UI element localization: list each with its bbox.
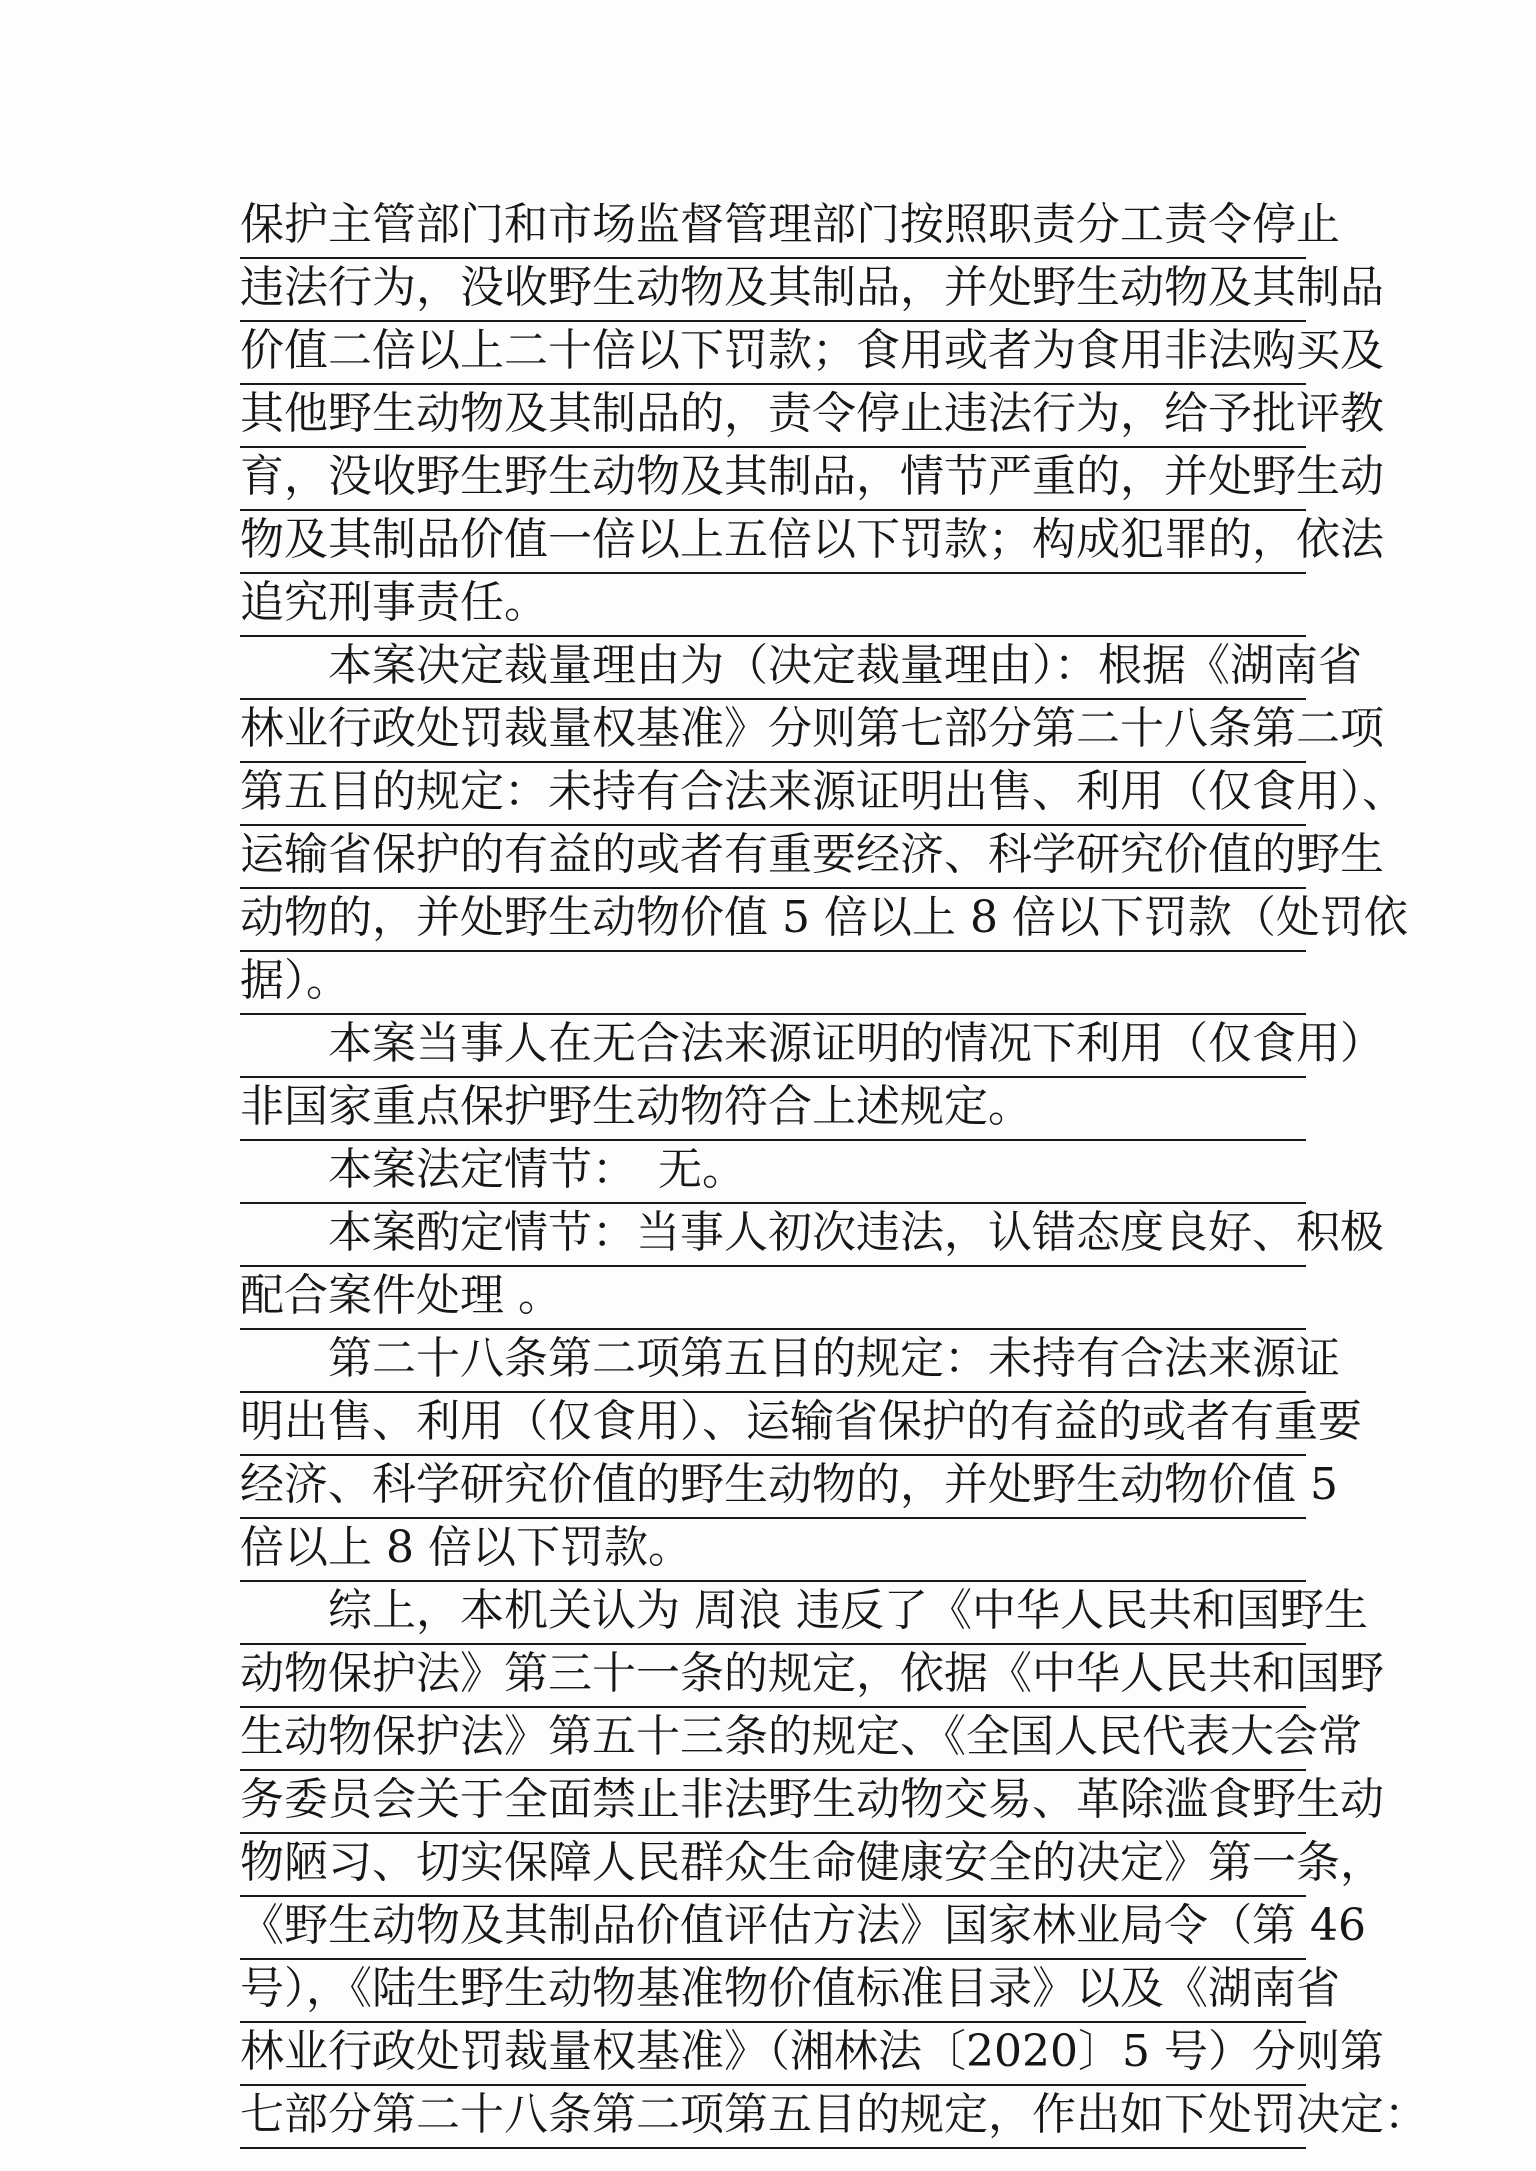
text-line: 价值二倍以上二十倍以下罚款；食用或者为食用非法购买及: [240, 322, 1306, 385]
text-line: 本案当事人在无合法来源证明的情况下利用（仅食用）: [240, 1015, 1306, 1078]
text-line: 运输省保护的有益的或者有重要经济、科学研究价值的野生: [240, 826, 1306, 889]
text-line: 物陋习、切实保障人民群众生命健康安全的决定》第一条，: [240, 1834, 1306, 1897]
text-line: 配合案件处理 。: [240, 1267, 1306, 1330]
text-line: 追究刑事责任。: [240, 574, 1306, 637]
text-line: 第五目的规定：未持有合法来源证明出售、利用（仅食用）、: [240, 763, 1306, 826]
text-line: 生动物保护法》第五十三条的规定、《全国人民代表大会常: [240, 1708, 1306, 1771]
text-line: 本案酌定情节：当事人初次违法，认错态度良好、积极: [240, 1204, 1306, 1267]
text-line: 号），《陆生野生动物基准物价值标准目录》以及《湖南省: [240, 1960, 1306, 2023]
text-line: 动物保护法》第三十一条的规定，依据《中华人民共和国野: [240, 1645, 1306, 1708]
text-line: 七部分第二十八条第二项第五目的规定，作出如下处罚决定：: [240, 2086, 1306, 2149]
text-line: 动物的，并处野生动物价值 5 倍以上 8 倍以下罚款（处罚依: [240, 889, 1306, 952]
text-line: 据）。: [240, 952, 1306, 1015]
text-line: 物及其制品价值一倍以上五倍以下罚款；构成犯罪的，依法: [240, 511, 1306, 574]
text-line: 林业行政处罚裁量权基准》（湘林法〔2020〕5 号）分则第: [240, 2023, 1306, 2086]
text-line: 第二十八条第二项第五目的规定：未持有合法来源证: [240, 1330, 1306, 1393]
text-line: 其他野生动物及其制品的，责令停止违法行为，给予批评教: [240, 385, 1306, 448]
text-line: 经济、科学研究价值的野生动物的，并处野生动物价值 5: [240, 1456, 1306, 1519]
document-body: [240, 196, 1428, 2149]
text-line: 非国家重点保护野生动物符合上述规定。: [240, 1078, 1306, 1141]
text-line: 林业行政处罚裁量权基准》分则第七部分第二十八条第二项: [240, 700, 1306, 763]
text-line: 保护主管部门和市场监督管理部门按照职责分工责令停止: [240, 196, 1306, 259]
text-line: 务委员会关于全面禁止非法野生动物交易、革除滥食野生动: [240, 1771, 1306, 1834]
text-line: 本案法定情节： 无。: [240, 1141, 1306, 1204]
text-line: 违法行为，没收野生动物及其制品，并处野生动物及其制品: [240, 259, 1306, 322]
text-line: 明出售、利用（仅食用）、运输省保护的有益的或者有重要: [240, 1393, 1306, 1456]
text-line: 综上，本机关认为 周浪 违反了《中华人民共和国野生: [240, 1582, 1306, 1645]
text-line: 倍以上 8 倍以下罚款。: [240, 1519, 1306, 1582]
text-line: 育，没收野生野生动物及其制品，情节严重的，并处野生动: [240, 448, 1306, 511]
text-line: 本案决定裁量理由为（决定裁量理由）：根据《湖南省: [240, 637, 1306, 700]
text-line: 《野生动物及其制品价值评估方法》国家林业局令（第 46: [240, 1897, 1306, 1960]
